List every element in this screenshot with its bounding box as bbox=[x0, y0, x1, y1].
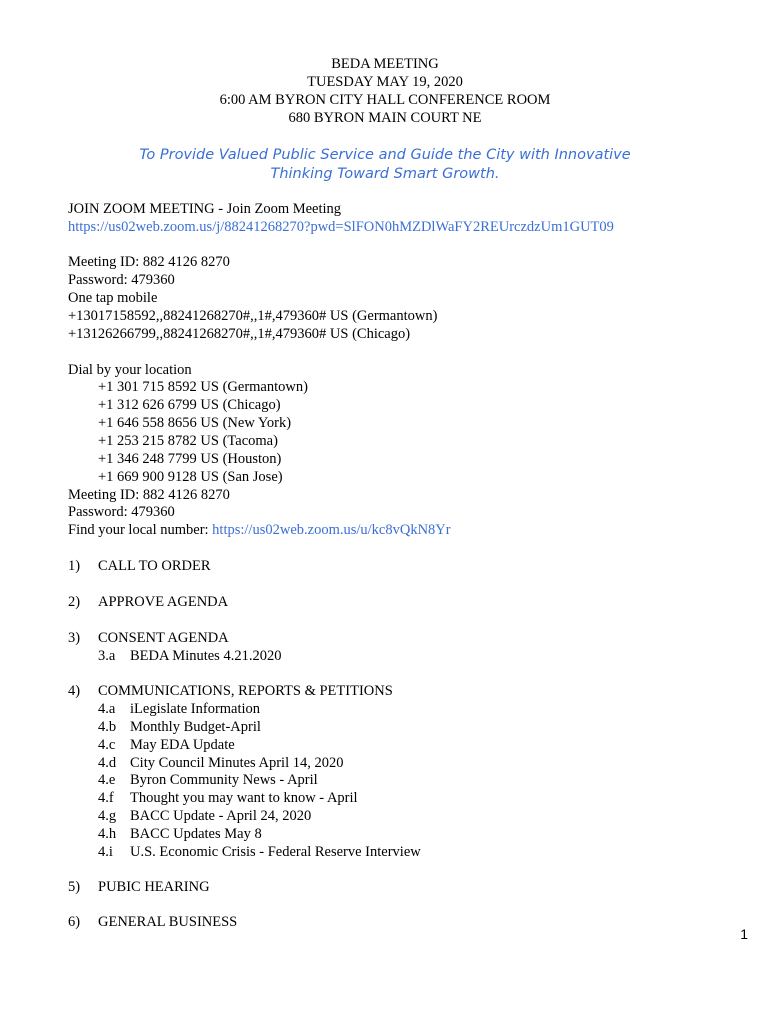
join-zoom-label: JOIN ZOOM MEETING - Join Zoom Meeting bbox=[68, 201, 342, 217]
mission-line-2: Thinking Toward Smart Growth. bbox=[270, 166, 500, 182]
agenda-item-title: CONSENT AGENDA bbox=[98, 630, 229, 646]
agenda-item-number: 4) bbox=[68, 683, 81, 699]
meeting-header bbox=[0, 55, 770, 127]
meeting-id: Meeting ID: 882 4126 8270 bbox=[68, 254, 230, 270]
local-number-label: Find your local number: bbox=[68, 522, 213, 538]
meeting-location: 6:00 AM BYRON CITY HALL CONFERENCE ROOM bbox=[219, 92, 551, 108]
sub-item-number: 4.h bbox=[98, 826, 117, 842]
sub-item-text: U.S. Economic Crisis - Federal Reserve Interview bbox=[130, 844, 421, 860]
mission-line-1: To Provide Valued Public Service and Guide the City with Innovative bbox=[139, 147, 631, 163]
dial-number: +1 301 715 8592 US (Germantown) bbox=[98, 379, 308, 395]
agenda-item-title: GENERAL BUSINESS bbox=[98, 914, 238, 930]
dial-number: +1 312 626 6799 US (Chicago) bbox=[98, 397, 281, 413]
agenda-item-number: 5) bbox=[68, 879, 81, 895]
sub-item-number: 4.d bbox=[98, 755, 117, 771]
agenda-item-title: PUBIC HEARING bbox=[98, 879, 210, 895]
sub-item-text: BACC Updates May 8 bbox=[130, 826, 262, 842]
one-tap-chicago: +13126266799,,88241268270#,,1#,479360# US (Chicago) bbox=[68, 326, 411, 342]
local-number-link[interactable]: https://us02web.zoom.us/u/kc8vQkN8Yr bbox=[212, 522, 451, 538]
agenda-item-number: 1) bbox=[68, 558, 81, 574]
agenda-item-title: COMMUNICATIONS, REPORTS & PETITIONS bbox=[98, 683, 393, 699]
sub-item-text: Monthly Budget-April bbox=[130, 719, 261, 735]
dial-number: +1 253 215 8782 US (Tacoma) bbox=[98, 433, 278, 449]
meeting-id-repeat: Meeting ID: 882 4126 8270 bbox=[68, 487, 230, 503]
one-tap-label: One tap mobile bbox=[68, 290, 158, 306]
sub-item-text: May EDA Update bbox=[130, 737, 235, 753]
dial-number: +1 646 558 8656 US (New York) bbox=[98, 415, 292, 431]
dial-label: Dial by your location bbox=[68, 362, 192, 378]
sub-item-text: BACC Update - April 24, 2020 bbox=[130, 808, 312, 824]
meeting-title: BEDA MEETING bbox=[331, 56, 439, 72]
agenda-item-number: 6) bbox=[68, 914, 81, 930]
sub-item-number: 4.c bbox=[98, 737, 116, 753]
agenda-item-number: 2) bbox=[68, 594, 81, 610]
sub-item-number: 4.e bbox=[98, 772, 116, 788]
page-number: 1 bbox=[740, 926, 748, 942]
meeting-address: 680 BYRON MAIN COURT NE bbox=[288, 110, 482, 126]
agenda-item-number: 3) bbox=[68, 630, 81, 646]
agenda-item-title: CALL TO ORDER bbox=[98, 558, 211, 574]
meeting-password: Password: 479360 bbox=[68, 272, 175, 288]
mission-statement bbox=[0, 146, 770, 184]
dial-number: +1 346 248 7799 US (Houston) bbox=[98, 451, 282, 467]
join-zoom-link[interactable]: https://us02web.zoom.us/j/88241268270?pwd=SlFON0hMZDlWaFY2REUrczdzUm1GUT09 bbox=[68, 219, 614, 235]
sub-item-text: City Council Minutes April 14, 2020 bbox=[130, 755, 344, 771]
sub-item-number: 4.a bbox=[98, 701, 116, 717]
sub-item-number: 3.a bbox=[98, 648, 116, 664]
sub-item-text: Byron Community News - April bbox=[130, 772, 318, 788]
dial-number: +1 669 900 9128 US (San Jose) bbox=[98, 469, 283, 485]
sub-item-number: 4.b bbox=[98, 719, 117, 735]
agenda-item-title: APPROVE AGENDA bbox=[98, 594, 229, 610]
one-tap-germantown: +13017158592,,88241268270#,,1#,479360# US (Germantown) bbox=[68, 308, 438, 324]
meeting-password-repeat: Password: 479360 bbox=[68, 504, 175, 520]
sub-item-text: Thought you may want to know - April bbox=[130, 790, 358, 806]
local-number-line bbox=[68, 521, 451, 539]
meeting-date: TUESDAY MAY 19, 2020 bbox=[307, 74, 463, 90]
sub-item-number: 4.f bbox=[98, 790, 114, 806]
sub-item-text: iLegislate Information bbox=[130, 701, 261, 717]
sub-item-number: 4.i bbox=[98, 844, 113, 860]
sub-item-number: 4.g bbox=[98, 808, 117, 824]
sub-item-text: BEDA Minutes 4.21.2020 bbox=[130, 648, 282, 664]
